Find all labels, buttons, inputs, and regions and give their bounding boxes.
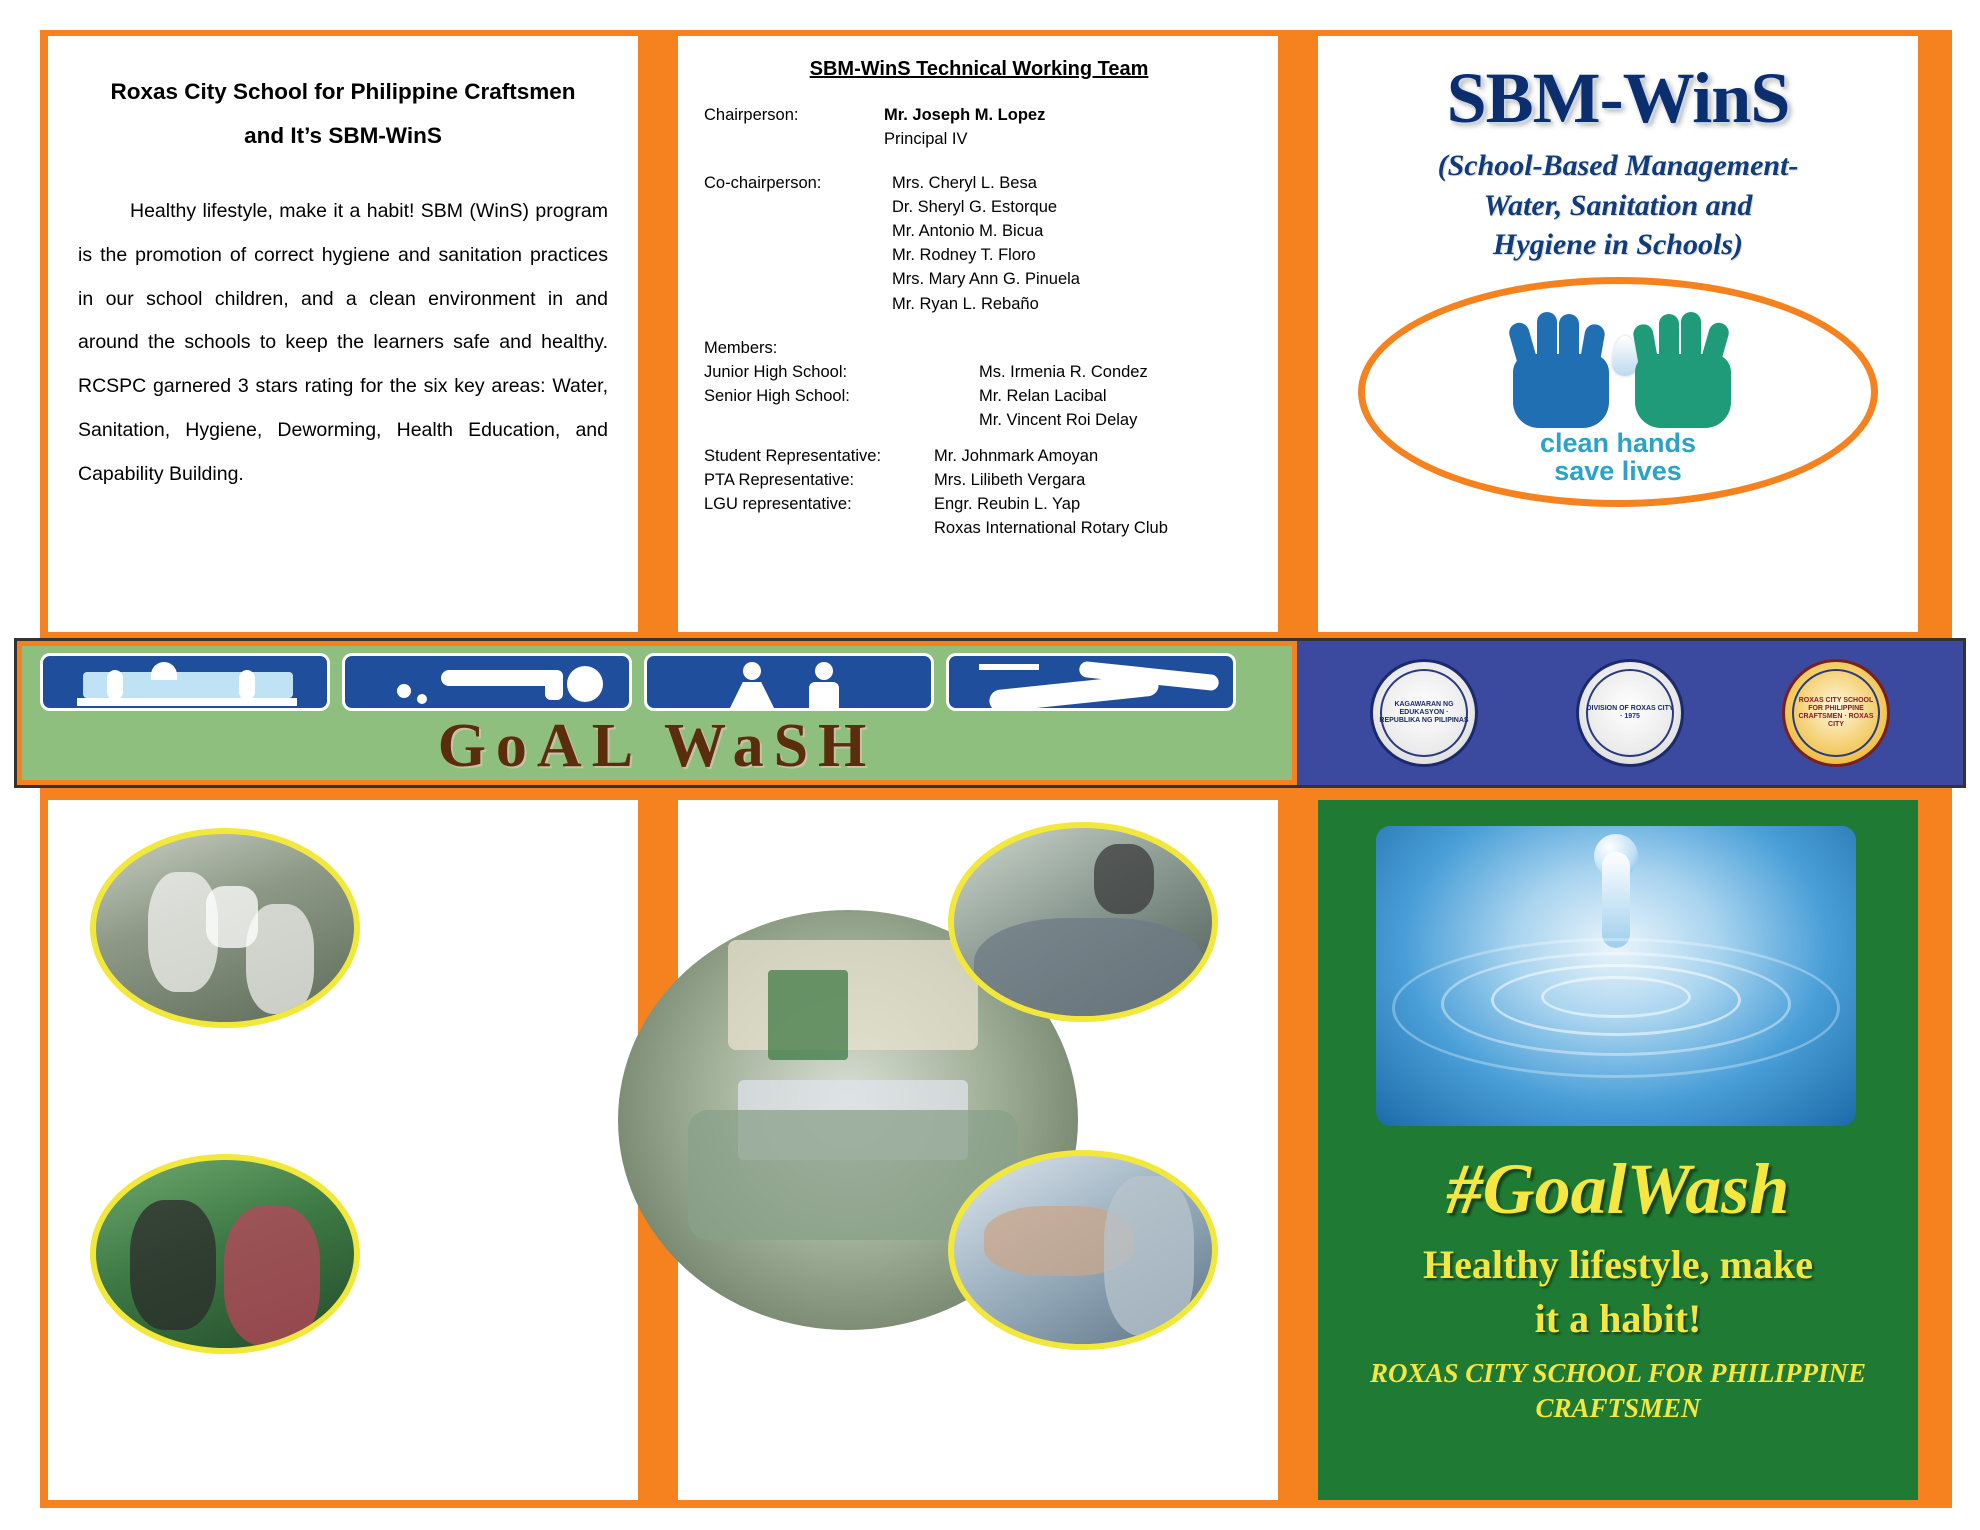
back-cover-school-line1: ROXAS CITY SCHOOL FOR PHILIPPINE — [1369, 1358, 1867, 1388]
students-in-hallway-photo — [90, 1154, 360, 1354]
twt-rep-label-3 — [704, 516, 934, 540]
twt-rep-value-0: Mr. Johnmark Amoyan — [934, 446, 1099, 465]
twt-rep-row-1 — [704, 468, 1254, 492]
twt-cochair-row-5 — [704, 292, 1254, 316]
twt-gap-3 — [704, 432, 1254, 444]
twt-member-row-0 — [704, 360, 1254, 384]
cover-subtitle-line1: (School-Based Management- — [1437, 149, 1799, 182]
twt-cochairperson-2: Mr. Antonio M. Bicua — [892, 222, 1044, 241]
twt-cochairperson-4: Mrs. Mary Ann G. Pinuela — [892, 270, 1080, 289]
cover-subtitle-line2: Water, Sanitation and — [1483, 188, 1753, 222]
back-cover-school-line2: CRAFTSMEN — [1535, 1393, 1701, 1424]
rcspc-seal-icon: ROXAS CITY SCHOOL FOR PHILIPPINE CRAFTSMEN · ROXAS CITY — [1782, 659, 1890, 767]
hand-washing-icon — [946, 653, 1236, 711]
twt-chairperson-position-row — [704, 127, 1254, 151]
goal-wash-title: GoAL WaSH — [437, 712, 877, 780]
twt-chairperson-position: Principal IV — [884, 130, 968, 149]
droplet-column — [1602, 852, 1630, 948]
twt-chairperson-row — [704, 103, 1254, 127]
twt-cochairperson-1: Dr. Sheryl G. Estorque — [892, 198, 1058, 217]
cover-title: SBM-WinS — [1446, 58, 1790, 138]
logo-caption — [1365, 429, 1871, 486]
twt-spacer-1 — [704, 127, 884, 151]
twt-cochair-row-1 — [704, 195, 1254, 219]
twt-spacer-4 — [704, 243, 884, 267]
twt-spacer-5 — [704, 267, 884, 291]
twt-member-row-2 — [704, 408, 1254, 432]
twt-rep-label-1: PTA Representative: — [704, 471, 855, 490]
twt-spacer-2 — [704, 195, 884, 219]
bottom-panel-row — [48, 800, 1948, 1500]
clean-hands-logo — [1358, 277, 1878, 507]
twt-chairperson-label: Chairperson: — [704, 106, 799, 124]
twt-member-label-1: Senior High School: — [704, 386, 850, 405]
back-cover-school-name — [1318, 1356, 1918, 1426]
panel-intro-body-text: Healthy lifestyle, make it a habit! SBM (WinS) program is the promotion of correct hygiene and sanitation practices in our school children, and a clean environment in and around the schools to keep the learners safe and healthy. RCSPC garnered 3 stars rating for the six key areas: Water, Sanitation, Hygiene, Deworming, Health Education, and Capability Building. — [78, 199, 608, 485]
panel-intro-title-line1: Roxas City School for Philippine Craftsmen — [110, 79, 576, 104]
green-hand-icon — [1623, 310, 1743, 428]
twt-cochairperson-3: Mr. Rodney T. Floro — [892, 246, 1036, 265]
page-margin-bottom — [0, 1508, 1980, 1530]
toilet-male-female-icon — [644, 653, 934, 711]
panel-front-cover — [1318, 36, 1918, 632]
twt-spacer-3 — [704, 219, 884, 243]
twt-cochairperson-5: Mr. Ryan L. Rebaño — [892, 294, 1039, 313]
back-cover-tagline-line1: Healthy lifestyle, make — [1423, 1242, 1813, 1287]
twt-cochairperson-label: Co-chairperson: — [704, 174, 822, 193]
handwashing-at-faucet-photo — [948, 1150, 1218, 1350]
twt-gap-2 — [704, 316, 1254, 336]
division-of-roxas-city-seal-icon: DIVISION OF ROXAS CITY · 1975 — [1576, 659, 1684, 767]
twt-cochair-row-4 — [704, 267, 1254, 291]
twt-chairperson-name: Mr. Joseph M. Lopez — [884, 106, 1046, 124]
twt-member-value-2: Mr. Vincent Roi Delay — [979, 410, 1138, 429]
twt-rep-label-2: LGU representative: — [704, 495, 852, 514]
twt-member-label-2 — [704, 408, 919, 432]
logo-caption-line2: save lives — [1554, 456, 1682, 487]
goal-wash-banner — [14, 638, 1966, 788]
logo-caption-line1: clean hands — [1539, 427, 1697, 458]
twt-title: SBM-WinS Technical Working Team — [809, 58, 1149, 80]
panel-intro-title — [78, 70, 608, 158]
panel-technical-working-team — [678, 36, 1278, 632]
twt-cochair-row-2 — [704, 219, 1254, 243]
deped-seal-icon: KAGAWARAN NG EDUKASYON · REPUBLIKA NG PILIPINAS — [1370, 659, 1478, 767]
panel-photos-left — [48, 800, 638, 1500]
water-droplet-ripple-photo — [1376, 826, 1856, 1126]
wash-icon-row — [22, 646, 1292, 711]
back-cover-tagline — [1318, 1238, 1918, 1346]
twt-member-row-1 — [704, 384, 1254, 408]
cover-subtitle-line3: Hygiene in Schools) — [1492, 228, 1743, 262]
panel-photos-center — [678, 800, 1278, 1500]
ripple-4 — [1392, 938, 1840, 1078]
twt-cochair-row-3 — [704, 243, 1254, 267]
cover-subtitle — [1438, 146, 1799, 265]
classroom-session-photo — [948, 822, 1218, 1022]
twt-member-value-0: Ms. Irmenia R. Condez — [979, 362, 1148, 381]
cover-content — [1328, 46, 1908, 622]
twt-rep-value-3: Roxas International Rotary Club — [934, 519, 1168, 538]
twt-rep-row-3 — [704, 516, 1254, 540]
twt-cochairperson-0: Mrs. Cheryl L. Besa — [892, 174, 1037, 193]
twt-member-label-0: Junior High School: — [704, 362, 848, 381]
top-panel-row — [48, 36, 1948, 632]
twt-members-block — [704, 336, 1254, 432]
twt-rep-row-2 — [704, 492, 1254, 516]
panel-intro-body — [78, 190, 608, 497]
twt-rep-row-0 — [704, 444, 1254, 468]
twt-rep-label-0: Student Representative: — [704, 446, 882, 465]
goal-wash-banner-right — [1297, 641, 1963, 785]
page-margin-top — [0, 0, 1980, 30]
students-cleaning-toilet-photo — [90, 828, 360, 1028]
twt-rep-value-1: Mrs. Lilibeth Vergara — [934, 471, 1086, 490]
twt-members-label: Members: — [704, 338, 778, 357]
handwashing-facility-icon — [40, 653, 330, 711]
twt-cochair-row-0 — [704, 171, 1254, 195]
panel-back-cover — [1318, 800, 1918, 1500]
back-cover-tagline-line2: it a habit! — [1534, 1296, 1702, 1341]
blue-hand-icon — [1501, 310, 1621, 428]
twt-gap-1 — [704, 151, 1254, 171]
faucet-water-icon — [342, 653, 632, 711]
goal-wash-banner-left — [17, 641, 1297, 785]
twt-rep-value-2: Engr. Reubin L. Yap — [934, 495, 1081, 514]
panel-intro-title-line2: and It’s SBM-WinS — [244, 122, 442, 148]
twt-member-value-1: Mr. Relan Lacibal — [979, 386, 1107, 405]
goalwash-hashtag: #GoalWash — [1446, 1149, 1790, 1229]
panel-school-intro — [48, 36, 638, 632]
twt-spacer-6 — [704, 292, 884, 316]
